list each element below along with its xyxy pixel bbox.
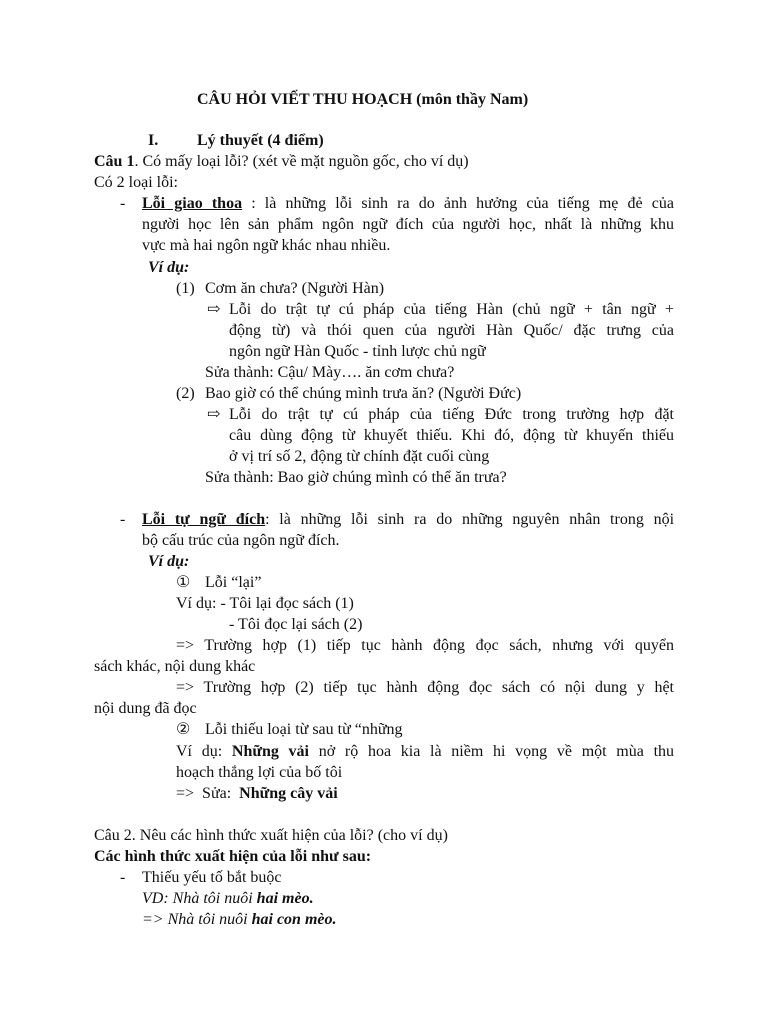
- section-numeral: I.: [148, 132, 159, 149]
- document-title: CÂU HỎI VIẾT THU HOẠCH (môn thầy Nam): [197, 91, 529, 108]
- intralingual-def-line2: bộ cấu trúc của ngôn ngữ đích.: [142, 532, 340, 549]
- question-1-label: Câu 1: [94, 153, 135, 170]
- interference-def-line1: [142, 194, 674, 214]
- arrow-icon: ⇨: [207, 406, 221, 423]
- answer-intro: Có 2 loại lỗi:: [94, 174, 178, 191]
- interference-def-line2: người học lên sản phẩm ngôn ngữ đích của người học, nhất là những khu: [142, 216, 674, 233]
- item-2-fix: [176, 784, 338, 804]
- q2-item-1-example-prefix: VD: Nhà tôi nuôi: [142, 890, 257, 907]
- item-2-fix-prefix: => Sửa:: [176, 785, 240, 802]
- item-1-example-line2: - Tôi đọc lại sách (2): [229, 616, 363, 633]
- question-2: Câu 2. Nêu các hình thức xuất hiện của lỗi? (cho ví dụ): [94, 827, 448, 844]
- example-2-explanation-line1: Lỗi do trật tự cú pháp của tiếng Đức trong trường hợp đặt: [229, 406, 674, 423]
- q2-item-1-fix-prefix: => Nhà tôi nuôi: [142, 911, 252, 928]
- item-2-example-line2: hoạch thắng lợi của bố tôi: [176, 764, 343, 781]
- circled-two-icon: ②: [176, 721, 191, 738]
- item-1-result-1-line2: sách khác, nội dung khác: [94, 658, 256, 675]
- question-1: [94, 152, 469, 172]
- item-2-example-bold: Những vải: [231, 743, 310, 760]
- example-1-explanation-line3: ngôn ngữ Hàn Quốc - tỉnh lược chủ ngữ: [229, 343, 486, 360]
- section-heading: Lý thuyết (4 điểm): [197, 132, 324, 149]
- example-2-sentence: Bao giờ có thể chúng mình trưa ăn? (Người Đức): [205, 385, 522, 402]
- example-1-number: (1): [176, 280, 195, 297]
- question-2-heading: Các hình thức xuất hiện của lỗi như sau:: [94, 848, 372, 865]
- item-1-result-2-line1: => Trường hợp (2) tiếp tục hành động đọc sách có nội dung y hệt: [176, 679, 674, 696]
- circled-one-icon: ①: [176, 574, 191, 591]
- intralingual-def-line1: [142, 510, 674, 530]
- example-1-fix: Sửa thành: Cậu/ Mày…. ăn cơm chưa?: [205, 364, 455, 381]
- example-2-explanation-line2: câu dùng động từ khuyết thiếu. Khi đó, động từ khuyến thiếu: [229, 427, 674, 444]
- interference-def-line3: vực mà hai ngôn ngữ khác nhau nhiều.: [142, 237, 391, 254]
- bullet-dash: -: [120, 869, 126, 886]
- arrow-icon: ⇨: [207, 301, 221, 318]
- question-1-text: . Có mấy loại lỗi? (xét về mặt nguồn gốc, cho ví dụ): [134, 153, 469, 170]
- intralingual-def-text: : là những lỗi sinh ra do những nguyên nhân trong nội: [265, 511, 675, 528]
- interference-def-text: : là những lỗi sinh ra do ảnh hưởng của tiếng mẹ đẻ của: [242, 195, 674, 212]
- item-1-result-2-line2: nội dung đã đọc: [94, 700, 197, 717]
- q2-item-1-fix: [142, 910, 337, 930]
- q2-item-1-example-bold: hai mèo.: [256, 890, 314, 907]
- example-2-number: (2): [176, 385, 195, 402]
- intralingual-term: Lỗi tự ngữ đích: [142, 511, 266, 528]
- interference-example-label: Ví dụ:: [148, 259, 190, 276]
- interference-term: Lỗi giao thoa: [142, 195, 243, 212]
- item-2-example-rest: nở rộ hoa kia là niềm hi vọng về một mùa thu: [309, 743, 675, 760]
- item-2-fix-bold: Những cây vải: [239, 785, 338, 802]
- item-2-example-prefix: Ví dụ:: [176, 743, 232, 760]
- example-1-sentence: Cơm ăn chưa? (Người Hàn): [205, 280, 385, 297]
- example-1-explanation-line2: động từ) và thói quen của người Hàn Quốc/ đặc trưng của: [229, 322, 674, 339]
- example-2-fix: Sửa thành: Bao giờ chúng mình có thể ăn trưa?: [205, 469, 507, 486]
- item-2-title: Lỗi thiếu loại từ sau từ “những: [205, 721, 403, 738]
- q2-item-1-example: [142, 889, 314, 909]
- item-1-example-line1: Ví dụ: - Tôi lại đọc sách (1): [176, 595, 354, 612]
- example-1-explanation-line1: Lỗi do trật tự cú pháp của tiếng Hàn (chủ ngữ + tân ngữ +: [229, 301, 674, 318]
- intralingual-example-label: Ví dụ:: [148, 553, 190, 570]
- bullet-dash: -: [120, 195, 126, 212]
- q2-item-1-fix-bold: hai con mèo.: [251, 911, 337, 928]
- item-2-example-line1: [176, 742, 674, 762]
- q2-item-1-title: Thiếu yếu tố bắt buộc: [142, 869, 282, 886]
- item-1-title: Lỗi “lại”: [205, 574, 262, 591]
- example-2-explanation-line3: ở vị trí số 2, động từ chính đặt cuối cùng: [229, 448, 490, 465]
- bullet-dash: -: [120, 511, 126, 528]
- item-1-result-1-line1: => Trường hợp (1) tiếp tục hành động đọc sách, nhưng với quyển: [176, 637, 674, 654]
